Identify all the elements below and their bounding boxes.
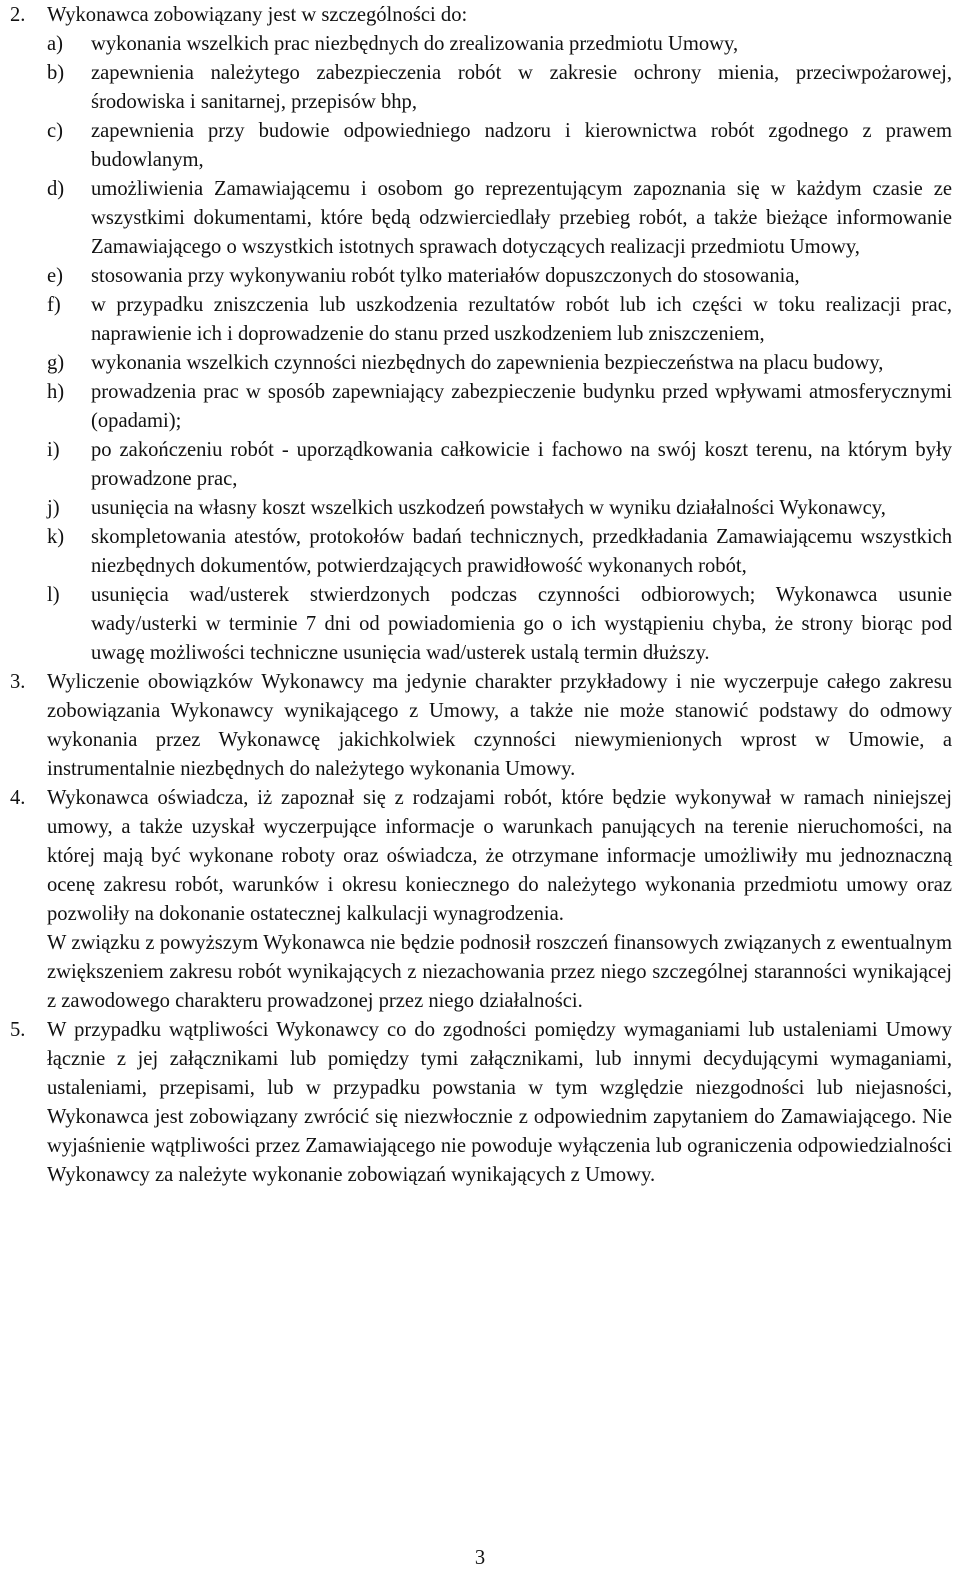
paragraph-body — [47, 784, 952, 1016]
paragraph-text: Wykonawca oświadcza, iż zapoznał się z rodzajami robót, które będzie wykonywał w ramach niniejszej umowy, a także uzyskał wyczerpujące informacje o warunkach panujących na terenie nieruchomości, na której mają być wykonane roboty oraz oświadcza, że otrzymane informacje umożliwiły mu jednoznaczną ocenę zakresu robót, warunków i okresu koniecznego do należytego wykonania przedmiotu umowy oraz pozwoliły na dokonanie ostatecznej kalkulacji wynagrodzenia. — [47, 787, 952, 925]
contract-text — [10, 1, 952, 1190]
paragraph-2 — [10, 1, 952, 668]
list-item-l — [47, 581, 952, 668]
list-item-letter: f) — [47, 294, 61, 316]
paragraph-lead-text: Wykonawca zobowiązany jest w szczególności do: — [47, 4, 468, 26]
list-item-text: w przypadku zniszczenia lub uszkodzenia rezultatów robót lub ich części w toku realizacji prac, naprawienie ich i doprowadzenie do stanu przed uszkodzeniem lub zniszczeniem, — [91, 294, 952, 345]
list-item-j — [47, 494, 952, 523]
list-item-c — [47, 117, 952, 175]
list-item-text: usunięcia na własny koszt wszelkich uszkodzeń powstałych w wyniku działalności Wykonawcy, — [91, 497, 886, 519]
list-item-b — [47, 59, 952, 117]
paragraph-4 — [10, 784, 952, 1016]
list-item-letter: h) — [47, 381, 65, 403]
list-item-letter: b) — [47, 62, 65, 84]
list-item-text: po zakończeniu robót - uporządkowania całkowicie i fachowo na swój koszt terenu, na którym były prowadzone prac, — [91, 439, 952, 490]
list-item-text: wykonania wszelkich prac niezbędnych do zrealizowania przedmiotu Umowy, — [91, 33, 739, 55]
paragraph-3 — [10, 668, 952, 784]
list-item-letter: a) — [47, 33, 63, 55]
list-item-text: zapewnienia należytego zabezpieczenia robót w zakresie ochrony mienia, przeciwpożarowej, środowiska i sanitarnej, przepisów bhp, — [91, 62, 952, 113]
paragraph-body — [47, 1, 952, 668]
list-item-f — [47, 291, 952, 349]
list-item-d — [47, 175, 952, 262]
list-item-letter: l) — [47, 584, 60, 606]
list-item-text: wykonania wszelkich czynności niezbędnych do zapewnienia bezpieczeństwa na placu budowy, — [91, 352, 884, 374]
list-item-k — [47, 523, 952, 581]
list-item-text: zapewnienia przy budowie odpowiedniego nadzoru i kierownictwa robót zgodnego z prawem budowlanym, — [91, 120, 952, 171]
list-item-letter: c) — [47, 120, 63, 142]
paragraph-number: 4. — [10, 787, 26, 809]
list-item-text: usunięcia wad/usterek stwierdzonych podczas czynności odbiorowych; Wykonawca usunie wady/usterki w terminie 7 dni od powiadomienia go o ich wystąpieniu chyba, że strony biorąc pod uwagę możliwości techniczne usunięcia wad/usterek ustalą termin dłuższy. — [91, 584, 952, 664]
paragraph-number: 5. — [10, 1019, 26, 1041]
list-item-e — [47, 262, 952, 291]
list-item-text: skompletowania atestów, protokołów badań technicznych, przedkładania Zamawiającemu wszystkich niezbędnych dokumentów, potwierdzających prawidłowość wykonanych robót, — [91, 526, 952, 577]
list-item-a — [47, 30, 952, 59]
list-item-letter: g) — [47, 352, 65, 374]
paragraph-number: 2. — [10, 4, 26, 26]
list-item-letter: j) — [47, 497, 60, 519]
paragraph-number: 3. — [10, 671, 26, 693]
list-item-text: stosowania przy wykonywaniu robót tylko materiałów dopuszczonych do stosowania, — [91, 265, 800, 287]
page-number: 3 — [474, 1547, 486, 1569]
paragraph-body: Wyliczenie obowiązków Wykonawcy ma jedynie charakter przykładowy i nie wyczerpuje całego zakresu zobowiązania Wykonawcy wynikającego z Umowy, a także nie może stanowić podstawy do odmowy wykonania przez Wykonawcę jakichkolwiek czynności niewymienionych wprost w Umowie, a instrumentalnie niezbędnych do należytego wykonania Umowy. — [47, 671, 952, 780]
list-item-text: umożliwienia Zamawiającemu i osobom go reprezentującym zapoznania się w każdym czasie ze wszystkimi dokumentami, które będą odzwierciedlały przebieg robót, a także bieżące informowanie Zamawiającego o wszystkich istotnych sprawach dotyczących realizacji przedmiotu Umowy, — [91, 178, 952, 258]
list-item-g — [47, 349, 952, 378]
list-item-letter: k) — [47, 526, 65, 548]
list-item-letter: i) — [47, 439, 60, 461]
list-item-text: prowadzenia prac w sposób zapewniający zabezpieczenie budynku przed wpływami atmosferycznymi (opadami); — [91, 381, 952, 432]
paragraph-5 — [10, 1016, 952, 1190]
list-item-letter: d) — [47, 178, 65, 200]
list-item-h — [47, 378, 952, 436]
paragraph-body: W przypadku wątpliwości Wykonawcy co do zgodności pomiędzy wymaganiami lub ustaleniami Umowy łącznie z jej załącznikami lub pomiędzy tymi załącznikami, lub innymi decydującymi wymaganiami, ustaleniami, przepisami, lub w przypadku powstania w tym względzie niezgodności lub niejasności, Wykonawca jest zobowiązany zwrócić się niezwłocznie z odpowiednim zapytaniem do Zamawiającego. Nie wyjaśnienie wątpliwości przez Zamawiającego nie powoduje wyłączenia lub ograniczenia odpowiedzialności Wykonawcy za należyte wykonanie zobowiązań wynikających z Umowy. — [47, 1019, 952, 1186]
list-item-i — [47, 436, 952, 494]
list-item-letter: e) — [47, 265, 63, 287]
paragraph-continuation: W związku z powyższym Wykonawca nie będzie podnosił roszczeń finansowych związanych z ewentualnym zwiększeniem zakresu robót wynikających z niezachowania przez niego szczególnej staranności wynikającej z zawodowego charakteru prowadzonej przez niego działalności. — [47, 932, 952, 1012]
